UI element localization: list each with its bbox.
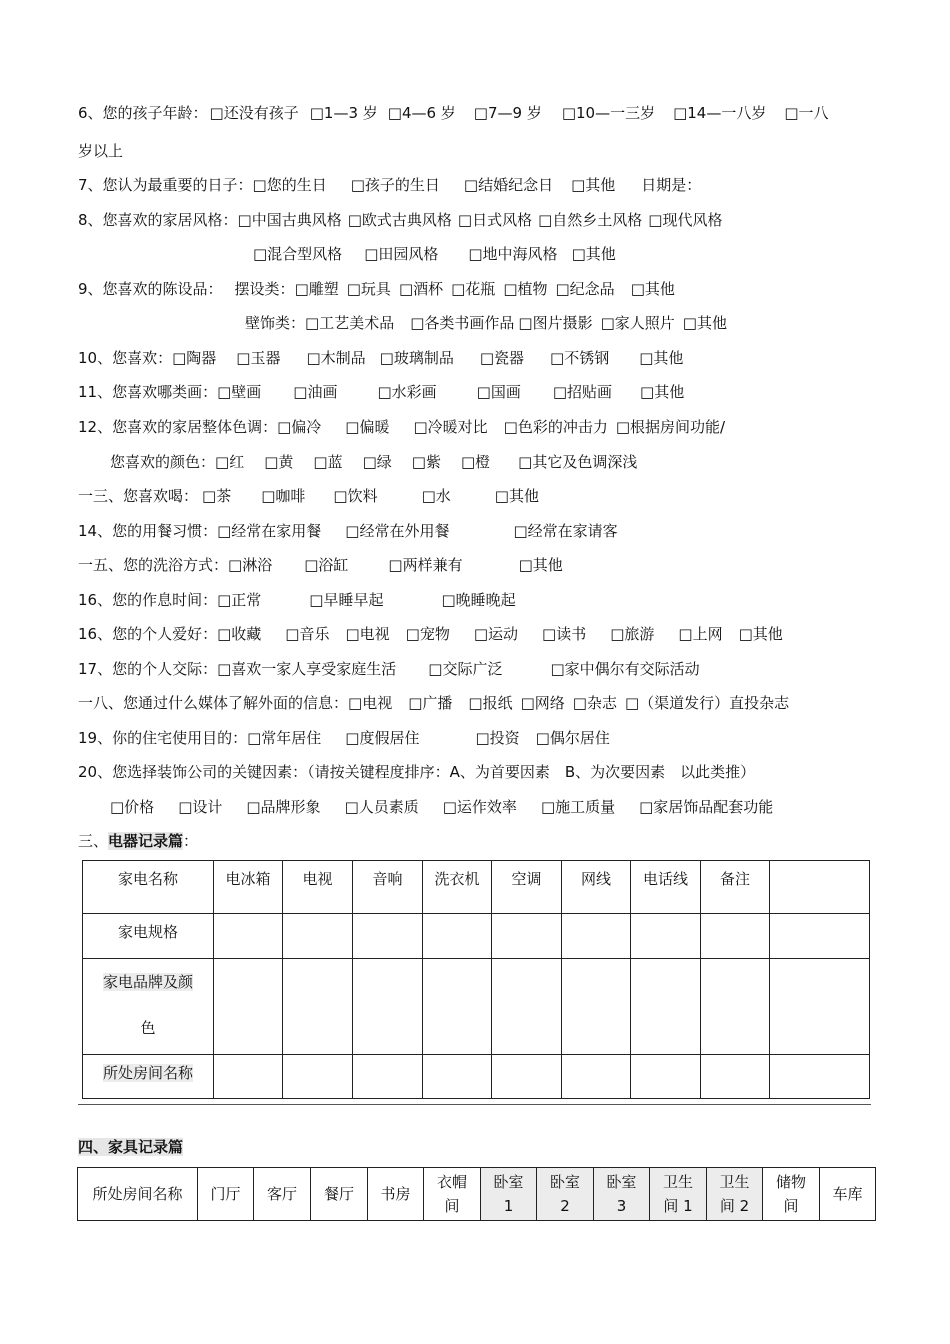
- question-12-row2: [110, 452, 637, 472]
- checkbox-option[interactable]: □茶: [202, 487, 232, 505]
- header-line2: 间 2: [719, 1197, 750, 1215]
- checkbox-option[interactable]: □人员素质: [344, 798, 419, 816]
- question-14: [78, 521, 618, 541]
- table-cell[interactable]: [353, 1055, 423, 1099]
- checkbox-option[interactable]: □自然乡土风格: [538, 211, 643, 229]
- row-label-text: 所处房间名称: [102, 1064, 193, 1082]
- table-cell[interactable]: [770, 914, 870, 959]
- checkbox-option[interactable]: □混合型风格: [253, 245, 343, 263]
- question-label: 7、您认为最重要的日子：: [78, 176, 253, 194]
- header-line2: 2: [560, 1197, 570, 1215]
- checkbox-option[interactable]: □施工质量: [540, 798, 616, 816]
- header-cell: 所处房间名称: [78, 1168, 198, 1221]
- row-label-line2: 色: [140, 1019, 156, 1037]
- checkbox-option[interactable]: □工艺美术品: [305, 314, 395, 332]
- question-label: 8、您喜欢的家居风格：: [78, 211, 238, 229]
- table-cell[interactable]: [562, 959, 631, 1055]
- checkbox-option[interactable]: □投资: [475, 729, 520, 747]
- checkbox-option[interactable]: □其他: [630, 280, 675, 298]
- checkbox-option[interactable]: □冷暖对比: [413, 418, 488, 436]
- question-label: 20、您选择装饰公司的关键因素：: [78, 763, 308, 781]
- question-9-row2: [245, 313, 727, 333]
- header-cell: 电话线: [631, 861, 701, 914]
- table-cell[interactable]: [631, 1055, 701, 1099]
- checkbox-option[interactable]: □黄: [264, 453, 294, 471]
- checkbox-option[interactable]: □一八: [784, 104, 829, 122]
- question-label: 一三、您喜欢喝：: [78, 487, 199, 505]
- checkbox-option[interactable]: □宠物: [405, 625, 450, 643]
- section-number: 三、: [78, 832, 109, 850]
- header-cell: 家电名称: [83, 861, 214, 914]
- table-cell[interactable]: [701, 959, 770, 1055]
- checkbox-option[interactable]: □其他: [738, 625, 783, 643]
- sub-label: 摆设类：: [234, 280, 295, 298]
- checkbox-option[interactable]: □运作效率: [442, 798, 517, 816]
- checkbox-option[interactable]: □14—一八岁: [673, 104, 767, 122]
- header-cell: 客厅: [254, 1168, 311, 1221]
- checkbox-option[interactable]: □橙: [460, 453, 491, 471]
- checkbox-option[interactable]: □交际广泛: [428, 660, 503, 678]
- table-cell[interactable]: [283, 1055, 353, 1099]
- question-6-continued: 岁以上: [78, 142, 124, 160]
- header-cell: [763, 1168, 820, 1221]
- checkbox-option[interactable]: □晚睡晚起: [441, 591, 516, 609]
- question-label: 9、您喜欢的陈设品：: [78, 280, 223, 298]
- checkbox-option[interactable]: □结婚纪念日: [463, 176, 554, 194]
- checkbox-option[interactable]: □中国古典风格: [237, 211, 342, 229]
- checkbox-option[interactable]: □其他: [682, 314, 727, 332]
- table-cell[interactable]: [492, 959, 562, 1055]
- header-cell: 空调: [492, 861, 562, 914]
- date-label: 日期是：: [641, 176, 702, 194]
- question-19: [78, 728, 610, 748]
- table-cell[interactable]: [423, 1055, 492, 1099]
- question-16-hobbies: [78, 624, 783, 644]
- header-cell: [594, 1168, 650, 1221]
- table-cell[interactable]: [492, 914, 562, 959]
- question-20: [78, 762, 755, 782]
- checkbox-option[interactable]: □木制品: [306, 349, 366, 367]
- question-13: [78, 486, 539, 506]
- table-row: [83, 959, 870, 1055]
- section-title: 电器记录篇: [108, 832, 184, 850]
- checkbox-option[interactable]: □价格: [110, 798, 155, 816]
- question-17: [78, 659, 700, 679]
- header-line1: 储物: [775, 1173, 806, 1191]
- header-cell: 车库: [820, 1168, 876, 1221]
- table-cell[interactable]: [423, 959, 492, 1055]
- checkbox-option[interactable]: □电视: [348, 694, 393, 712]
- checkbox-option[interactable]: □网络: [520, 694, 565, 712]
- question-label: 17、您的个人交际：: [78, 660, 218, 678]
- header-cell: 门厅: [198, 1168, 254, 1221]
- checkbox-option[interactable]: □1—3 岁: [309, 104, 378, 122]
- question-15: [78, 555, 563, 575]
- question-9: [78, 279, 675, 299]
- checkbox-option[interactable]: □各类书画作品: [410, 314, 515, 332]
- checkbox-option[interactable]: □咖啡: [261, 487, 306, 505]
- table-cell[interactable]: [423, 914, 492, 959]
- table-cell[interactable]: [770, 1055, 870, 1099]
- checkbox-option[interactable]: □（渠道发行）直投杂志: [624, 694, 790, 712]
- header-line1: 卧室: [606, 1173, 637, 1191]
- header-line2: 3: [616, 1197, 627, 1215]
- question-8: [78, 210, 722, 230]
- question-label: 一五、您的洗浴方式：: [78, 556, 229, 574]
- checkbox-option[interactable]: □常年居住: [247, 729, 322, 747]
- checkbox-option[interactable]: □其他: [639, 349, 684, 367]
- section-title: 四、家具记录篇: [78, 1138, 184, 1156]
- checkbox-option[interactable]: □其他: [571, 245, 616, 263]
- table-cell[interactable]: [701, 1055, 770, 1099]
- checkbox-option[interactable]: □浴缸: [304, 556, 349, 574]
- question-11: [78, 382, 684, 402]
- section-4-heading: [78, 1137, 183, 1157]
- header-cell: [481, 1168, 537, 1221]
- table-header-row: [78, 1168, 876, 1221]
- checkbox-option[interactable]: □雕塑: [294, 280, 339, 298]
- table-cell[interactable]: [214, 914, 283, 959]
- checkbox-option[interactable]: □家人照片: [600, 314, 675, 332]
- checkbox-option[interactable]: □偏暖: [345, 418, 390, 436]
- checkbox-option[interactable]: □度假居住: [345, 729, 420, 747]
- sub-label: 壁饰类：: [245, 314, 306, 332]
- checkbox-option[interactable]: □国画: [476, 383, 521, 401]
- checkbox-option[interactable]: □10—一三岁: [561, 104, 656, 122]
- checkbox-option[interactable]: □偶尔居住: [535, 729, 610, 747]
- checkbox-option[interactable]: □饮料: [333, 487, 378, 505]
- checkbox-option[interactable]: □运动: [473, 625, 519, 643]
- header-cell: 电冰箱: [214, 861, 283, 914]
- header-line2: 间: [444, 1197, 460, 1215]
- checkbox-option[interactable]: □家居饰品配套功能: [639, 798, 774, 816]
- checkbox-option[interactable]: □水: [421, 487, 451, 505]
- question-18: [78, 693, 789, 713]
- header-line1: 卧室: [493, 1173, 524, 1191]
- header-cell: [770, 861, 870, 914]
- furniture-table: [77, 1167, 876, 1221]
- checkbox-option[interactable]: □上网: [678, 625, 723, 643]
- checkbox-option[interactable]: □瓷器: [479, 349, 525, 367]
- header-line1: 卧室: [549, 1173, 580, 1191]
- row-label: [83, 959, 214, 1055]
- header-line1: 卫生: [662, 1173, 693, 1191]
- section-colon: ：: [183, 832, 199, 850]
- table-cell[interactable]: [214, 959, 283, 1055]
- checkbox-option[interactable]: □纪念品: [555, 280, 615, 298]
- table-cell[interactable]: [562, 1055, 631, 1099]
- header-cell: 洗衣机: [423, 861, 492, 914]
- checkbox-option[interactable]: □不锈钢: [550, 349, 610, 367]
- checkbox-option[interactable]: □电视: [345, 625, 390, 643]
- question-label: 11、您喜欢哪类画：: [78, 383, 218, 401]
- table-row: [83, 1055, 870, 1099]
- appliance-table: [82, 860, 870, 1099]
- question-label: 12、您喜欢的家居整体色调：: [78, 418, 278, 436]
- header-cell: [537, 1168, 594, 1221]
- header-cell: [707, 1168, 763, 1221]
- checkbox-option[interactable]: □陶器: [172, 349, 217, 367]
- checkbox-option[interactable]: □日式风格: [457, 211, 533, 229]
- sub-label: 您喜欢的颜色：: [110, 453, 216, 471]
- question-12: [78, 417, 725, 437]
- table-cell[interactable]: [283, 959, 353, 1055]
- header-line2: 间 1: [663, 1197, 693, 1215]
- table-cell[interactable]: [631, 959, 701, 1055]
- checkbox-option[interactable]: □田园风格: [364, 245, 439, 263]
- header-cell: 音响: [353, 861, 423, 914]
- header-cell: 备注: [701, 861, 770, 914]
- table-cell[interactable]: [701, 914, 770, 959]
- header-cell: 电视: [283, 861, 353, 914]
- checkbox-option[interactable]: □其他: [518, 556, 563, 574]
- table-cell[interactable]: [770, 959, 870, 1055]
- table-cell[interactable]: [214, 1055, 283, 1099]
- checkbox-option[interactable]: □正常: [217, 591, 262, 609]
- table-header-row: [83, 861, 870, 914]
- checkbox-option[interactable]: □喜欢一家人享受家庭生活: [217, 660, 397, 678]
- question-label: 6、您的孩子年龄：: [78, 104, 208, 122]
- question-10: [78, 348, 683, 368]
- question-label: 14、您的用餐习惯：: [78, 522, 218, 540]
- checkbox-option[interactable]: □经常在外用餐: [345, 522, 450, 540]
- question-label: 16、您的个人爱好：: [78, 625, 218, 643]
- checkbox-option[interactable]: □水彩画: [377, 383, 437, 401]
- checkbox-option[interactable]: □紫: [411, 453, 441, 471]
- row-label-line1: 家电品牌及颜: [102, 973, 193, 991]
- checkbox-option[interactable]: □招贴画: [552, 383, 613, 401]
- checkbox-option[interactable]: □玩具: [346, 280, 391, 298]
- question-7: [78, 175, 701, 195]
- checkbox-option[interactable]: □其他: [640, 383, 685, 401]
- section-3-heading: [78, 831, 198, 851]
- checkbox-option[interactable]: □玻璃制品: [379, 349, 454, 367]
- question-8-row2: [253, 244, 616, 264]
- checkbox-option[interactable]: □经常在家用餐: [217, 522, 322, 540]
- checkbox-option[interactable]: □孩子的生日: [350, 176, 440, 194]
- divider: [78, 1104, 871, 1105]
- checkbox-option[interactable]: □偏冷: [277, 418, 322, 436]
- checkbox-option[interactable]: □淋浴: [228, 556, 273, 574]
- checkbox-option[interactable]: □读书: [542, 625, 587, 643]
- checkbox-option[interactable]: □品牌形象: [246, 798, 321, 816]
- checkbox-option[interactable]: □欧式古典风格: [347, 211, 452, 229]
- checkbox-option[interactable]: □4—6 岁: [387, 104, 456, 122]
- table-row: [83, 914, 870, 959]
- checkbox-option[interactable]: □其它及色调深浅: [518, 453, 638, 471]
- question-label: 19、你的住宅使用目的：: [78, 729, 248, 747]
- checkbox-option[interactable]: □酒杯: [398, 280, 444, 298]
- checkbox-option[interactable]: □报纸: [468, 694, 513, 712]
- checkbox-option[interactable]: □现代风格: [648, 211, 723, 229]
- question-note: （请按关键程度排序：A、为首要因素 B、为次要因素 以此类推）: [307, 763, 756, 781]
- header-cell: 书房: [368, 1168, 424, 1221]
- header-cell: [424, 1168, 481, 1221]
- question-label: 10、您喜欢：: [78, 349, 173, 367]
- checkbox-option[interactable]: □经常在家请客: [513, 522, 618, 540]
- checkbox-option[interactable]: □早睡早起: [309, 591, 384, 609]
- table-cell[interactable]: [562, 914, 631, 959]
- table-cell[interactable]: [631, 914, 701, 959]
- checkbox-option[interactable]: □两样兼有: [388, 556, 463, 574]
- checkbox-option[interactable]: □红: [215, 453, 245, 471]
- checkbox-option[interactable]: □植物: [503, 280, 548, 298]
- checkbox-option[interactable]: □其他: [494, 487, 539, 505]
- question-16-schedule: [78, 590, 516, 610]
- row-label: [83, 1055, 214, 1099]
- table-cell[interactable]: [353, 959, 423, 1055]
- checkbox-option[interactable]: □图片摄影: [518, 314, 593, 332]
- checkbox-option[interactable]: □油画: [293, 383, 338, 401]
- table-cell[interactable]: [492, 1055, 562, 1099]
- header-line2: 1: [503, 1197, 514, 1215]
- checkbox-option[interactable]: □收藏: [217, 625, 262, 643]
- checkbox-option[interactable]: □还没有孩子: [209, 104, 299, 122]
- question-6: [78, 103, 829, 123]
- checkbox-option[interactable]: □色彩的冲击力: [503, 418, 608, 436]
- question-label: 16、您的作息时间：: [78, 591, 218, 609]
- checkbox-option[interactable]: □家中偶尔有交际活动: [550, 660, 700, 678]
- checkbox-option[interactable]: □地中海风格: [468, 245, 558, 263]
- checkbox-option[interactable]: □音乐: [285, 625, 330, 643]
- question-20-row2: [110, 797, 773, 817]
- row-label: 家电规格: [83, 914, 214, 959]
- checkbox-option[interactable]: □广播: [408, 694, 453, 712]
- header-cell: 餐厅: [311, 1168, 368, 1221]
- checkbox-option[interactable]: □7—9 岁: [473, 104, 542, 122]
- checkbox-option[interactable]: □其他: [571, 176, 616, 194]
- checkbox-option[interactable]: □绿: [362, 453, 392, 471]
- checkbox-option[interactable]: □蓝: [313, 453, 343, 471]
- checkbox-option[interactable]: □设计: [178, 798, 223, 816]
- question-label: 一八、您通过什么媒体了解外面的信息：: [78, 694, 349, 712]
- header-line1: 衣帽: [436, 1173, 467, 1191]
- table-cell[interactable]: [353, 914, 423, 959]
- checkbox-option[interactable]: □壁画: [217, 383, 262, 401]
- checkbox-option[interactable]: □花瓶: [451, 280, 496, 298]
- checkbox-option[interactable]: □您的生日: [252, 176, 327, 194]
- checkbox-option[interactable]: □杂志: [572, 694, 617, 712]
- header-line1: 卫生: [719, 1173, 750, 1191]
- header-cell: [650, 1168, 707, 1221]
- table-cell[interactable]: [283, 914, 353, 959]
- header-cell: 网线: [562, 861, 631, 914]
- checkbox-option[interactable]: □玉器: [236, 349, 281, 367]
- checkbox-option[interactable]: □旅游: [610, 625, 655, 643]
- checkbox-option[interactable]: □根据房间功能/: [615, 418, 726, 436]
- header-line2: 间: [783, 1197, 799, 1215]
